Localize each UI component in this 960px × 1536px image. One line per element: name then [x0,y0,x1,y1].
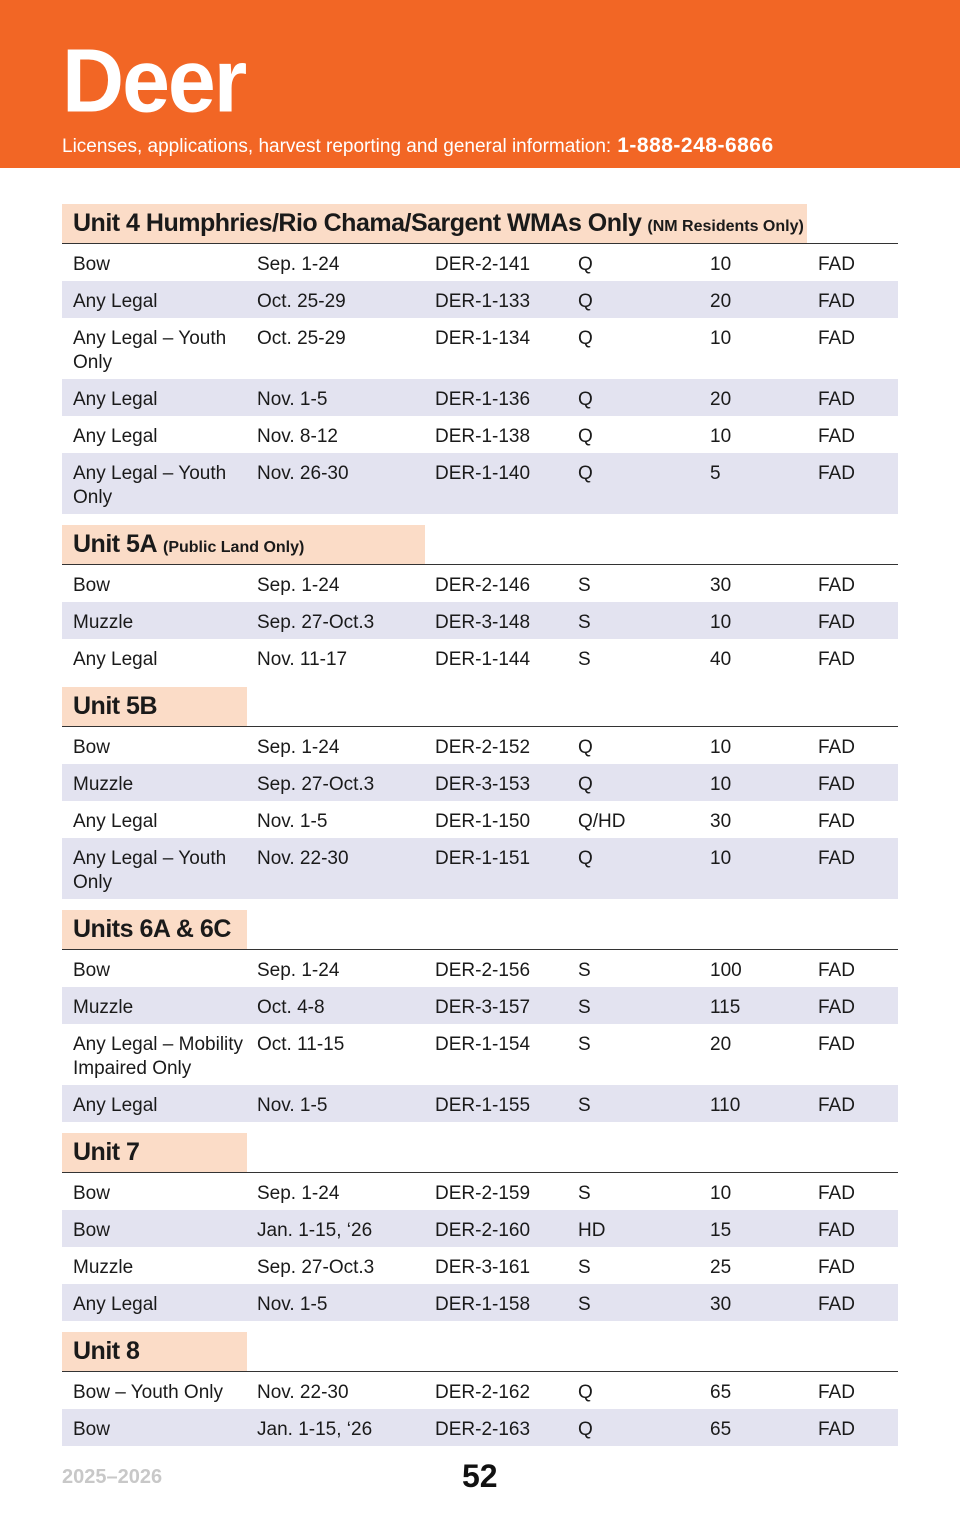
bag-limit-cell: FAD [818,426,855,447]
table-row [62,1085,898,1122]
dates-cell: Jan. 1-15, ‘26 [257,1220,373,1241]
table-row [62,639,898,676]
hunt-code-cell: DER-1-138 [435,426,531,447]
dates-cell: Nov. 26-30 [257,463,349,484]
section-label [62,525,425,564]
table-row [62,801,898,838]
hunt-code-cell: DER-2-152 [435,737,531,758]
licenses-cell: 10 [710,1183,732,1204]
draw-type-cell: Q [578,463,593,484]
category-cell: Bow [73,1183,110,1204]
hunt-code-cell: DER-1-155 [435,1095,531,1116]
category-cell: Muzzle [73,774,134,795]
table-row [62,1247,898,1284]
table-row [62,379,898,416]
section-label [62,1332,247,1371]
draw-type-cell: Q [578,291,593,312]
section-header [62,1133,898,1173]
hunt-code-cell: DER-1-136 [435,389,531,410]
dates-cell: Sep. 1-24 [257,960,340,981]
hunt-tables [62,204,898,1446]
draw-type-cell: S [578,575,591,596]
table-row [62,281,898,318]
dates-cell: Sep. 27-Oct.3 [257,1257,375,1278]
category-cell: Muzzle [73,997,134,1018]
table-row [62,453,898,514]
section-label [62,1133,247,1172]
phone-number: 1-888-248-6866 [617,134,774,157]
hunt-code-cell: DER-3-153 [435,774,531,795]
category-cell: Any Legal – Youth Only [73,328,227,373]
licenses-cell: 20 [710,1034,732,1055]
licenses-cell: 110 [710,1095,741,1116]
bag-limit-cell: FAD [818,1095,855,1116]
dates-cell: Sep. 1-24 [257,737,340,758]
section-header [62,910,898,950]
hunt-code-cell: DER-2-146 [435,575,531,596]
hunt-code-cell: DER-3-161 [435,1257,531,1278]
category-cell: Any Legal [73,811,158,832]
table-row [62,987,898,1024]
bag-limit-cell: FAD [818,1257,855,1278]
draw-type-cell: S [578,960,591,981]
draw-type-cell: Q [578,1419,593,1440]
draw-type-cell: S [578,649,591,670]
table-row [62,1284,898,1321]
licenses-cell: 10 [710,774,732,795]
page-number: 52 [462,1458,498,1494]
licenses-cell: 5 [710,463,721,484]
section-label [62,687,247,726]
bag-limit-cell: FAD [818,254,855,275]
draw-type-cell: Q/HD [578,811,626,832]
draw-type-cell: Q [578,848,593,869]
draw-type-cell: S [578,1034,591,1055]
category-cell: Any Legal [73,426,158,447]
licenses-cell: 65 [710,1382,732,1403]
licenses-cell: 10 [710,426,732,447]
hunt-code-cell: DER-3-148 [435,612,531,633]
category-cell: Bow [73,1419,110,1440]
category-cell: Any Legal [73,1294,158,1315]
section-note: (NM Residents Only) [647,217,804,235]
bag-limit-cell: FAD [818,389,855,410]
section-title: Unit 5B [73,692,157,720]
section-header [62,204,898,244]
hunt-code-cell: DER-2-156 [435,960,531,981]
table-row [62,602,898,639]
table-row [62,565,898,602]
category-cell: Bow – Youth Only [73,1382,223,1403]
bag-limit-cell: FAD [818,649,855,670]
draw-type-cell: HD [578,1220,606,1241]
page-title: Deer [62,30,246,132]
hunt-code-cell: DER-2-159 [435,1183,531,1204]
dates-cell: Jan. 1-15, ‘26 [257,1419,373,1440]
category-cell: Any Legal [73,1095,158,1116]
bag-limit-cell: FAD [818,960,855,981]
section-note: (Public Land Only) [163,538,305,556]
bag-limit-cell: FAD [818,463,855,484]
licenses-cell: 20 [710,291,732,312]
footer-year: 2025–2026 [62,1466,163,1488]
table-row [62,727,898,764]
draw-type-cell: Q [578,426,593,447]
category-cell: Bow [73,254,110,275]
draw-type-cell: S [578,612,591,633]
dates-cell: Nov. 1-5 [257,389,328,410]
bag-limit-cell: FAD [818,328,855,349]
bag-limit-cell: FAD [818,1294,855,1315]
hunt-code-cell: DER-1-140 [435,463,531,484]
dates-cell: Nov. 1-5 [257,811,328,832]
table-row [62,1173,898,1210]
category-cell: Any Legal – Youth Only [73,463,227,508]
licenses-cell: 15 [710,1220,732,1241]
licenses-cell: 65 [710,1419,732,1440]
dates-cell: Sep. 27-Oct.3 [257,774,375,795]
table-row [62,1409,898,1446]
draw-type-cell: Q [578,774,593,795]
section-title: Unit 7 [73,1138,140,1166]
table-row [62,1372,898,1409]
section-title: Units 6A & 6C [73,915,231,943]
dates-cell: Oct. 4-8 [257,997,325,1018]
draw-type-cell: S [578,997,591,1018]
dates-cell: Sep. 1-24 [257,1183,340,1204]
bag-limit-cell: FAD [818,997,855,1018]
hunt-code-cell: DER-3-157 [435,997,531,1018]
licenses-cell: 40 [710,649,732,670]
section-title: Unit 5A [73,530,157,558]
draw-type-cell: Q [578,389,593,410]
bag-limit-cell: FAD [818,1419,855,1440]
section-header [62,525,898,565]
table-row [62,764,898,801]
contact-text: Licenses, applications, harvest reporting and general information: [62,136,612,157]
licenses-cell: 10 [710,328,732,349]
licenses-cell: 30 [710,811,732,832]
category-cell: Bow [73,575,110,596]
category-cell: Any Legal [73,291,158,312]
licenses-cell: 10 [710,254,732,275]
draw-type-cell: Q [578,737,593,758]
table-row [62,318,898,379]
bag-limit-cell: FAD [818,1382,855,1403]
licenses-cell: 30 [710,1294,732,1315]
draw-type-cell: S [578,1183,591,1204]
category-cell: Bow [73,1220,110,1241]
category-cell: Bow [73,737,110,758]
dates-cell: Nov. 8-12 [257,426,338,447]
bag-limit-cell: FAD [818,575,855,596]
draw-type-cell: S [578,1257,591,1278]
bag-limit-cell: FAD [818,737,855,758]
category-cell: Any Legal – Mobility Impaired Only [73,1034,244,1079]
bag-limit-cell: FAD [818,811,855,832]
dates-cell: Nov. 22-30 [257,1382,349,1403]
category-cell: Muzzle [73,1257,134,1278]
dates-cell: Nov. 1-5 [257,1294,328,1315]
table-row [62,416,898,453]
contact-info [62,134,774,158]
table-row [62,838,898,899]
bag-limit-cell: FAD [818,612,855,633]
licenses-cell: 25 [710,1257,732,1278]
section-header [62,687,898,727]
hunt-code-cell: DER-2-160 [435,1220,531,1241]
table-row [62,1210,898,1247]
table-row [62,244,898,281]
header-banner [0,0,960,168]
category-cell: Any Legal [73,389,158,410]
bag-limit-cell: FAD [818,774,855,795]
bag-limit-cell: FAD [818,848,855,869]
hunt-code-cell: DER-1-144 [435,649,531,670]
category-cell: Bow [73,960,110,981]
hunt-code-cell: DER-1-133 [435,291,531,312]
dates-cell: Oct. 25-29 [257,328,346,349]
hunt-code-cell: DER-1-158 [435,1294,531,1315]
section-label [62,204,807,243]
bag-limit-cell: FAD [818,1183,855,1204]
dates-cell: Sep. 1-24 [257,254,340,275]
hunt-code-cell: DER-1-150 [435,811,531,832]
dates-cell: Nov. 1-5 [257,1095,328,1116]
bag-limit-cell: FAD [818,291,855,312]
draw-type-cell: S [578,1095,591,1116]
draw-type-cell: S [578,1294,591,1315]
category-cell: Muzzle [73,612,134,633]
category-cell: Any Legal [73,649,158,670]
licenses-cell: 10 [710,848,732,869]
hunt-code-cell: DER-1-154 [435,1034,531,1055]
hunt-code-cell: DER-2-163 [435,1419,531,1440]
table-row [62,950,898,987]
draw-type-cell: Q [578,328,593,349]
licenses-cell: 20 [710,389,732,410]
draw-type-cell: Q [578,254,593,275]
licenses-cell: 100 [710,960,742,981]
hunt-code-cell: DER-1-151 [435,848,531,869]
dates-cell: Sep. 1-24 [257,575,340,596]
section-title: Unit 8 [73,1337,140,1365]
hunt-code-cell: DER-1-134 [435,328,531,349]
bag-limit-cell: FAD [818,1220,855,1241]
dates-cell: Nov. 11-17 [257,649,348,670]
licenses-cell: 10 [710,612,732,633]
section-title: Unit 4 Humphries/Rio Chama/Sargent WMAs Only [73,209,642,237]
hunt-code-cell: DER-2-162 [435,1382,531,1403]
dates-cell: Oct. 25-29 [257,291,346,312]
licenses-cell: 115 [710,997,741,1018]
category-cell: Any Legal – Youth Only [73,848,227,893]
section-header [62,1332,898,1372]
draw-type-cell: Q [578,1382,593,1403]
bag-limit-cell: FAD [818,1034,855,1055]
table-row [62,1024,898,1085]
dates-cell: Nov. 22-30 [257,848,349,869]
dates-cell: Sep. 27-Oct.3 [257,612,375,633]
dates-cell: Oct. 11-15 [257,1034,345,1055]
hunt-code-cell: DER-2-141 [435,254,531,275]
section-label [62,910,247,949]
licenses-cell: 30 [710,575,732,596]
licenses-cell: 10 [710,737,732,758]
